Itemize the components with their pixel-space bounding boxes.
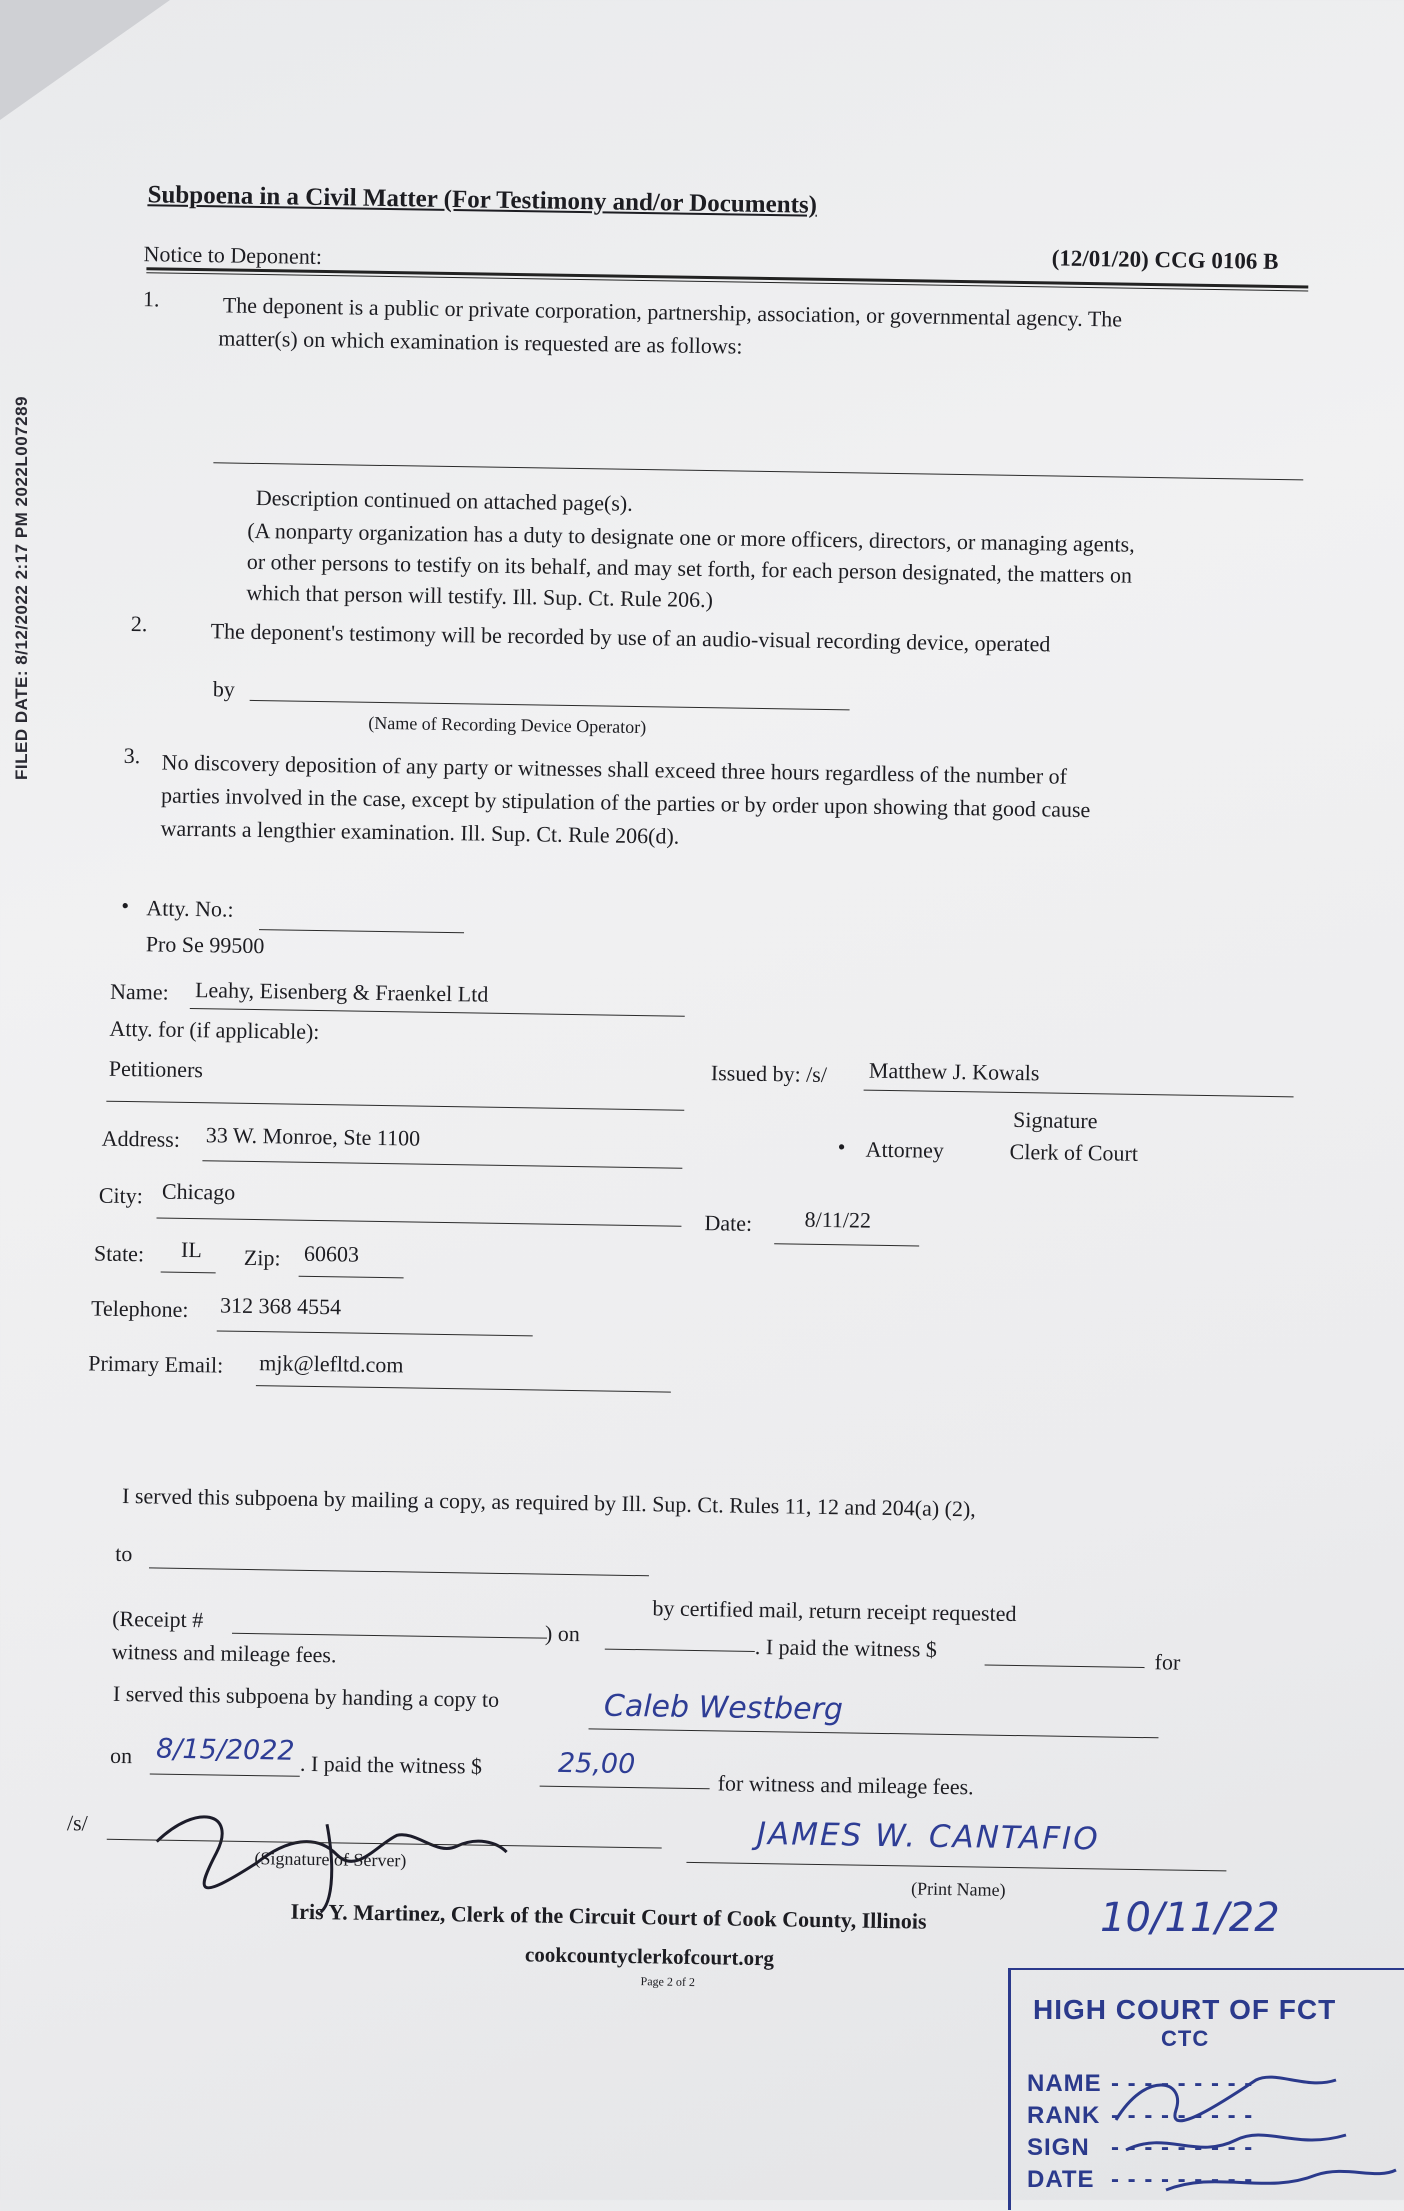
item1-paren-line1: (A nonparty organization has a duty to designate one or more officers, directors, or managing agents,	[247, 517, 1135, 557]
s-label: /s/	[66, 1810, 88, 1836]
atty-for-line	[106, 1101, 684, 1111]
mail-service-text: I served this subpoena by mailing a copy, as required by Ill. Sup. Ct. Rules 11, 12 and 204(a) (2),	[121, 1482, 977, 1522]
paid-amount-line	[985, 1665, 1145, 1669]
telephone-label: Telephone:	[90, 1295, 189, 1323]
name-label: Name:	[109, 978, 169, 1005]
mail-to-label: to	[115, 1540, 133, 1567]
issued-signature-line	[864, 1090, 1294, 1098]
item1-continued: Description continued on attached page(s).	[255, 484, 633, 516]
form-number: (12/01/20) CCG 0106 B	[1051, 245, 1279, 274]
issued-by-label: Issued by: /s/	[710, 1060, 828, 1088]
address-value: 33 W. Monroe, Ste 1100	[205, 1122, 421, 1151]
certified-mail-text: by certified mail, return receipt requested	[652, 1595, 1017, 1627]
name-line	[190, 1008, 685, 1017]
city-line	[157, 1217, 682, 1226]
atty-for-label: Atty. for (if applicable):	[109, 1015, 320, 1045]
server-signature-caption: (Signature of Server)	[254, 1848, 407, 1871]
clerk-caption: Clerk of Court	[1009, 1138, 1139, 1166]
notice-heading: Notice to Deponent:	[143, 241, 323, 269]
issue-date-value: 8/11/22	[804, 1206, 872, 1233]
item1-paren-line3: which that person will testify. Ill. Sup. Ct. Rule 206.)	[246, 579, 714, 613]
state-value: IL	[180, 1236, 202, 1263]
stamp-date-dashes: - - - - - - - - -	[1111, 2166, 1254, 2193]
paid-witness-text: . I paid the witness $	[299, 1750, 483, 1779]
hand-service-text: I served this subpoena by handing a copy to	[112, 1680, 500, 1712]
stamp-ink-signature	[1106, 2010, 1404, 2210]
operator-caption: (Name of Recording Device Operator)	[368, 712, 647, 738]
zip-label: Zip:	[243, 1244, 281, 1271]
operator-blank-line	[250, 700, 850, 710]
bullet-dot: •	[121, 892, 130, 919]
telephone-line	[217, 1330, 533, 1336]
state-label: State:	[93, 1240, 145, 1267]
item3-line2: parties involved in the case, except by stipulation of the parties or by order upon showing that good cause	[160, 782, 1091, 823]
stamp-sign-label: SIGN	[1027, 2134, 1090, 2161]
address-label: Address:	[101, 1125, 181, 1152]
item2-number: 2.	[130, 611, 148, 637]
served-person-line	[589, 1728, 1159, 1738]
court-certification-stamp	[1008, 1968, 1404, 2210]
item1-line2: matter(s) on which examination is requested are as follows:	[218, 325, 743, 359]
filed-date-stamp: FILED DATE: 8/12/2022 2:17 PM 2022L007289	[12, 396, 31, 780]
attorney-caption: Attorney	[865, 1136, 945, 1163]
item2-by: by	[212, 676, 236, 702]
on-label: ) on	[544, 1620, 581, 1647]
stamp-name-label: NAME	[1027, 2070, 1102, 2097]
issue-date-line	[774, 1243, 919, 1246]
stamp-rank-label: RANK	[1027, 2102, 1101, 2129]
clerk-website: cookcountyclerkofcourt.org	[524, 1942, 775, 1971]
zip-value: 60603	[303, 1240, 360, 1267]
matters-blank-line	[213, 462, 1303, 480]
on-date-label: on	[109, 1742, 133, 1769]
item3-line1: No discovery deposition of any party or witnesses shall exceed three hours regardless of the number of	[161, 749, 1068, 789]
stamp-rank-dashes: - - - - - - - - -	[1111, 2102, 1254, 2129]
pro-se-number: Pro Se 99500	[145, 931, 265, 959]
item1-number: 1.	[142, 286, 160, 312]
issued-by-name: Matthew J. Kowals	[868, 1057, 1040, 1086]
name-value: Leahy, Eisenberg & Fraenkel Ltd	[194, 977, 489, 1007]
stamp-sign-dashes: - - - - - - - - -	[1111, 2134, 1254, 2161]
print-name-caption: (Print Name)	[910, 1878, 1006, 1900]
served-date-line	[150, 1773, 300, 1776]
served-date-value: 8/15/2022	[155, 1733, 295, 1767]
stamp-ctc: CTC	[1161, 2026, 1210, 2051]
clerk-footer: Iris Y. Martinez, Clerk of the Circuit Court of Cook County, Illinois	[290, 1898, 927, 1934]
on-date-line	[605, 1649, 755, 1652]
item3-line3: warrants a lengthier examination. Ill. Sup. Ct. Rule 206(d).	[160, 815, 680, 849]
zip-line	[299, 1276, 404, 1279]
atty-no-label: Atty. No.:	[146, 895, 234, 922]
for-text: for	[1154, 1649, 1181, 1675]
stamp-title: HIGH COURT OF FCT	[1033, 1994, 1337, 2025]
city-label: City:	[98, 1182, 144, 1209]
atty-for-value: Petitioners	[108, 1055, 204, 1083]
receipt-label: (Receipt #	[112, 1605, 204, 1633]
item1-line1: The deponent is a public or private corporation, partnership, association, or governmental agency. The	[222, 292, 1123, 332]
stamp-date-label: DATE	[1027, 2166, 1095, 2193]
stamp-name-dashes: - - - - - - - - -	[1111, 2070, 1254, 2097]
issue-date-label: Date:	[704, 1210, 753, 1236]
print-name-value: JAMES W. CANTAFIO	[756, 1815, 1100, 1858]
state-line	[161, 1272, 216, 1274]
print-name-line	[686, 1862, 1226, 1871]
witness-fees-text: for witness and mileage fees.	[717, 1770, 974, 1800]
paid-amount-value: 25,00	[557, 1747, 636, 1781]
attorney-bullet: •	[837, 1134, 846, 1160]
item1-paren-line2: or other persons to testify on its behalf, and may set forth, for each person designated, the matters on	[246, 548, 1133, 588]
paid-text: . I paid the witness $	[754, 1633, 938, 1662]
mail-to-line	[149, 1567, 649, 1576]
stamp-handwritten-date: 10/11/22	[1100, 1895, 1280, 1941]
email-line	[256, 1385, 671, 1393]
page-number: Page 2 of 2	[640, 1974, 696, 1990]
served-person-name: Caleb Westberg	[603, 1688, 844, 1728]
receipt-line	[232, 1633, 547, 1639]
paid-amount-blank	[540, 1786, 710, 1790]
city-value: Chicago	[161, 1178, 236, 1205]
form-title: Subpoena in a Civil Matter (For Testimony and/or Documents)	[147, 181, 818, 219]
mileage-fees-text: witness and mileage fees.	[111, 1638, 337, 1668]
signature-caption: Signature	[1012, 1106, 1098, 1134]
email-value: mjk@lefltd.com	[259, 1350, 404, 1378]
atty-no-line	[259, 929, 464, 933]
item3-number: 3.	[123, 742, 141, 769]
email-label: Primary Email:	[88, 1350, 224, 1378]
address-line	[202, 1160, 682, 1169]
item2-line1: The deponent's testimony will be recorded by use of an audio-visual recording device, operated	[210, 618, 1051, 657]
telephone-value: 312 368 4554	[219, 1292, 342, 1320]
